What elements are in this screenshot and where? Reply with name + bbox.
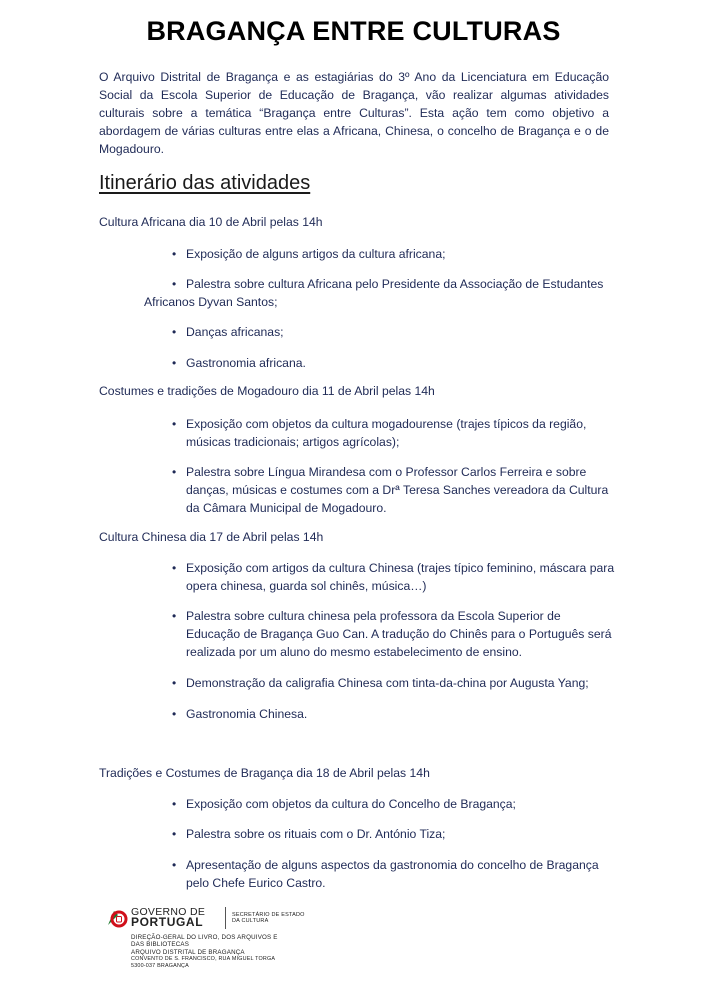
list-item: • Apresentação de alguns aspectos da gastronomia do concelho de Bragança pelo Chefe Eurico Castro. (172, 858, 599, 890)
section-heading-african: Cultura Africana dia 10 de Abril pelas 14h (99, 215, 323, 229)
list-item: • Gastronomia africana. (172, 356, 306, 370)
portugal-coat-of-arms-icon (106, 907, 128, 929)
bullet-icon: • (172, 277, 177, 291)
section-heading-mogadouro: Costumes e tradições de Mogadouro dia 11 de Abril pelas 14h (99, 384, 435, 398)
divider (225, 907, 226, 929)
bullet-icon: • (172, 676, 177, 690)
bullet-icon: • (172, 609, 177, 623)
bullet-icon: • (172, 325, 177, 339)
bullet-icon: • (172, 707, 177, 721)
list-item: • Gastronomia Chinesa. (172, 707, 308, 721)
bullet-icon: • (172, 465, 177, 479)
intro-paragraph: O Arquivo Distrital de Bragança e as estagiárias do 3º Ano da Licenciatura em Educação Social da Escola Superior de Educação de Bragança, vão realizar algumas atividades culturais sobre a temática “Bragança entre Culturas”. Esta ação tem como objetivo a abordagem de várias culturas entre elas a Africana, Chinesa, o concelho de Bragança e o de Mogadouro. (99, 70, 609, 156)
bullet-icon: • (172, 247, 177, 261)
list-item: • Palestra sobre os rituais com o Dr. António Tiza; (172, 827, 446, 841)
section-heading-chinese: Cultura Chinesa dia 17 de Abril pelas 14h (99, 530, 324, 544)
secretary-label-2: DA CULTURA (232, 918, 269, 924)
footer-line: DAS BIBLIOTECAS (131, 941, 190, 948)
list-item: • Palestra sobre cultura Africana pelo Presidente da Associação de Estudantes Africanos Dyvan Santos; (144, 277, 604, 309)
bullet-icon: • (172, 858, 177, 872)
footer-line: CONVENTO DE S. FRANCISCO, RUA MIGUEL TORGA (131, 956, 276, 962)
list-item: • Exposição de alguns artigos da cultura africana; (172, 247, 446, 261)
bullet-icon: • (172, 797, 177, 811)
secretary-label: SECRETÁRIO DE ESTADO (232, 912, 305, 918)
document-title: BRAGANÇA ENTRE CULTURAS (146, 16, 561, 46)
government-label: GOVERNO DE (131, 906, 206, 918)
bullet-icon: • (172, 417, 177, 431)
footer-line: DIREÇÃO-GERAL DO LIVRO, DOS ARQUIVOS E (131, 934, 278, 941)
bullet-icon: • (172, 561, 177, 575)
bullet-icon: • (172, 356, 177, 370)
itinerary-heading: Itinerário das atividades (99, 172, 311, 194)
footer-line: 5300-037 BRAGANÇA (131, 963, 189, 969)
government-footer (100, 903, 340, 973)
list-item: • Danças africanas; (172, 325, 284, 339)
list-item: • Palestra sobre cultura chinesa pela professora da Escola Superior de Educação de Bragança Guo Can. A tradução do Chinês para o Português será realizada por um aluno do mesmo estabelecimento de ensino. (172, 609, 612, 659)
list-item: • Exposição com objetos da cultura mogadourense (trajes típicos da região, músicas tradicionais; artigos agrícolas); (172, 417, 587, 449)
section-heading-braganca: Tradições e Costumes de Bragança dia 18 de Abril pelas 14h (99, 766, 430, 780)
list-item: • Demonstração da caligrafia Chinesa com tinta-da-china por Augusta Yang; (172, 676, 589, 690)
portugal-label: PORTUGAL (131, 915, 204, 929)
list-item: • Exposição com objetos da cultura do Concelho de Bragança; (172, 797, 516, 811)
list-item: • Exposição com artigos da cultura Chinesa (trajes típico feminino, máscara para opera chinesa, guarda sol chinês, música…) (172, 561, 615, 593)
footer-line: ARQUIVO DISTRITAL DE BRAGANÇA (131, 949, 245, 956)
bullet-icon: • (172, 827, 177, 841)
list-item: • Palestra sobre Língua Mirandesa com o Professor Carlos Ferreira e sobre danças, músicas e costumes com a Drª Teresa Sanches vereadora da Cultura da Câmara Municipal de Mogadouro. (172, 465, 609, 515)
